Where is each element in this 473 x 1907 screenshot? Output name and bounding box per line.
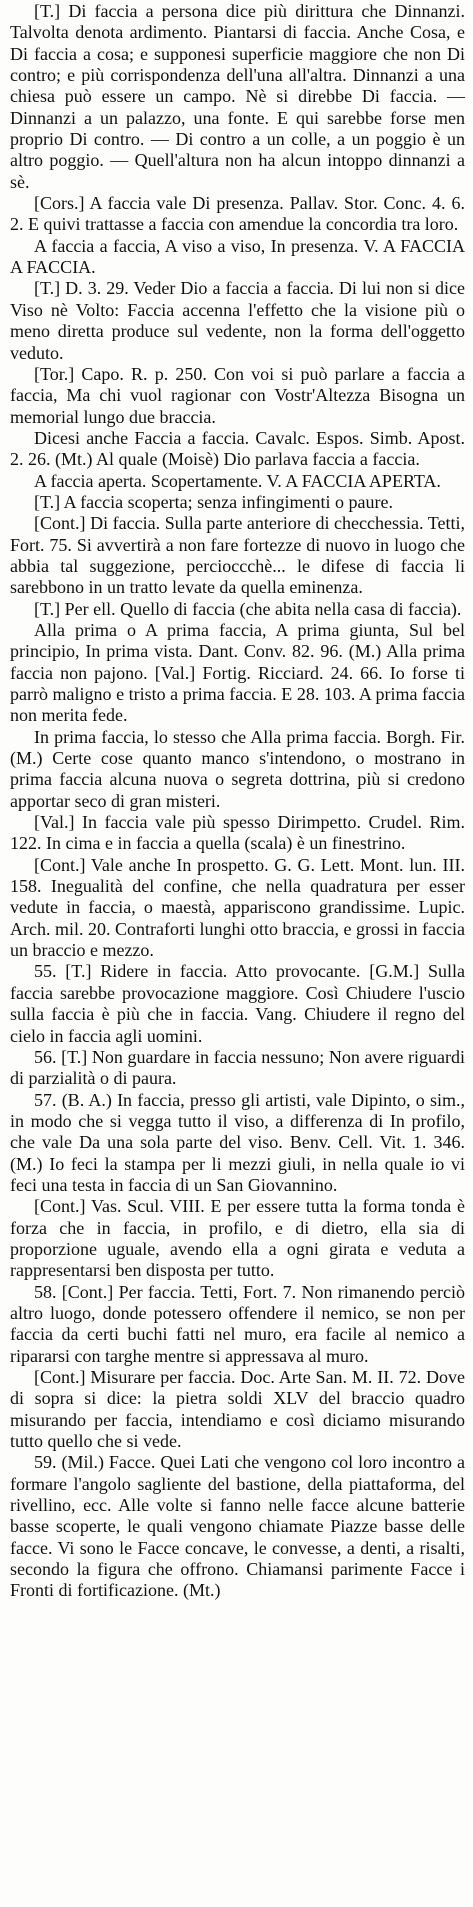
entry-paragraph-20: [Cont.] Misurare per faccia. Doc. Arte San. M. II. 72. Dove di sopra si dice: la pietra soldi XLV del braccio quadro misurando per faccia, intendiamo e così diciamo misurando tutto quello che si vede. [10,1367,465,1452]
entry-paragraph-10: [T.] Per ell. Quello di faccia (che abita nella casa di faccia). [34,598,462,619]
entry-paragraph-14: [Cont.] Vale anche In prospetto. G. G. Lett. Mont. lun. III. 158. Inegualità del confine, che nella quadratura per esser vedute in faccia, o maestà, appariscono grandissime. Lupic. Arch. mil. 20. Contraforti lunghi otto braccia, e grossi in faccia un braccio e mezzo. [10,854,465,961]
entry-paragraph-21: 59. (Mil.) Facce. Quei Lati che vengono col loro incontro a formare l'angolo sagliente del bastione, della piattaforma, del rivellino, ecc. Alle volte si fanno nelle facce alcune batterie basse scoperte, le quali vengono chiamate Piazze basse delle facce. Vi sono le Facce concave, le convesse, a denti, a risalti, secondo la figura che offrono. Chiamansi parimente Facce i Fronti di fortificazione. (Mt.) [10,1452,465,1601]
entry-paragraph-9: [Cont.] Di faccia. Sulla parte anteriore di checchessia. Tetti, Fort. 75. Si avvertirà a non fare fortezze di nuovo in luogo che abbia tal suggezione, percioccchè... le difese di faccia li sarebbono in un tratto levate da quella eminenza. [10,513,465,598]
entry-paragraph-17: 57. (B. A.) In faccia, presso gli artisti, vale Dipinto, o sim., in modo che si vegga tutto il viso, a differenza di In profilo, che vale Da una sola parte del viso. Benv. Cell. Vit. 1. 346. (M.) Io feci la stampa per li mezzi giuli, in nella quale io vi feci una testa in faccia di un San Giovannino. [10,1089,465,1195]
entry-paragraph-12: In prima faccia, lo stesso che Alla prima faccia. Borgh. Fir. (M.) Certe cose quanto manco s'intendono, o mostrano in prima faccia alcuna nuova o segreta dottrina, più si credono apportar seco di gran misteri. [10,726,465,811]
entry-paragraph-15: 55. [T.] Ridere in faccia. Atto provocante. [G.M.] Sulla faccia sarebbe provocazione maggiore. Così Chiudere l'uscio sulla faccia è più che in faccia. Vang. Chiudere il regno del cielo in faccia agli uomini. [10,961,465,1046]
entry-paragraph-19: 58. [Cont.] Per faccia. Tetti, Fort. 7. Non rimanendo perciò altro luogo, donde potessero offendere il nemico, se non per faccia da certi buchi fatti nel muro, era facile al nemico a ripararsi con targhe mentre si appressava al muro. [10,1281,465,1366]
entry-paragraph-18: [Cont.] Vas. Scul. VIII. E per essere tutta la forma tonda è forza che in faccia, in profilo, e di dietro, ella sia di proporzione uguale, avendo ella a ogni girata e veduta a rappresentarsi ben disposta per tutto. [10,1196,465,1281]
entry-paragraph-3: A faccia a faccia, A viso a viso, In presenza. V. A FACCIA A FACCIA. [10,235,465,278]
entry-paragraph-11: Alla prima o A prima faccia, A prima giunta, Sul bel principio, In prima vista. Dant. Conv. 82. 96. (M.) Alla prima faccia non pajono. [Val.] Fortig. Ricciard. 24. 66. Io forse ti parrò maligno e tristo a prima faccia. E 28. 103. A prima faccia non merita fede. [10,619,465,726]
entry-paragraph-8: [T.] A faccia scoperta; senza infingimenti o paure. [34,491,394,512]
entry-paragraph-6: Dicesi anche Faccia a faccia. Cavalc. Espos. Simb. Apost. 2. 26. (Mt.) Al quale (Moisè) Dio parlava faccia a faccia. [10,427,465,470]
entry-paragraph-1: [T.] Di faccia a persona dice più dirittura che Dinnanzi. Talvolta denota ardimento. Piantarsi di faccia. Anche Cosa, e Di faccia a cosa; e supponesi superficie maggiore che non Di contro; e più corrispondenza dell'una all'altra. Dinnanzi a una chiesa può essere un campo. Nè si direbbe Di faccia. — Dinnanzi a un palazzo, una fonte. E qui sarebbe forse men proprio Di contro. — Di contro a un colle, a un poggio è un altro poggio. — Quell'altura non ha alcun intoppo dinnanzi a sè. [10,1,465,192]
entry-paragraph-13: [Val.] In faccia vale più spesso Dirimpetto. Crudel. Rim. 122. In cima e in faccia a quella (scala) è un finestrino. [10,812,465,854]
entry-paragraph-2: [Cors.] A faccia vale Di presenza. Pallav. Stor. Conc. 4. 6. 2. E quivi trattasse a faccia con amendue la concordia tra loro. [10,193,465,235]
entry-paragraph-5: [Tor.] Capo. R. p. 250. Con voi si può parlare a faccia a faccia, Ma chi vuol ragionar con Vostr'Altezza Bisogna un memorial lungo due braccia. [10,363,465,427]
entry-paragraph-7: A faccia aperta. Scopertamente. V. A FACCIA APERTA. [34,470,441,491]
entry-paragraph-4: [T.] D. 3. 29. Veder Dio a faccia a faccia. Di lui non si dice Viso nè Volto: Faccia accenna l'effetto che la visione più o meno diretta produce sul vedente, non la forma dell'oggetto veduto. [10,278,465,363]
entry-paragraph-16: 56. [T.] Non guardare in faccia nessuno; Non avere riguardi di parzialità o di paura. [10,1046,465,1089]
